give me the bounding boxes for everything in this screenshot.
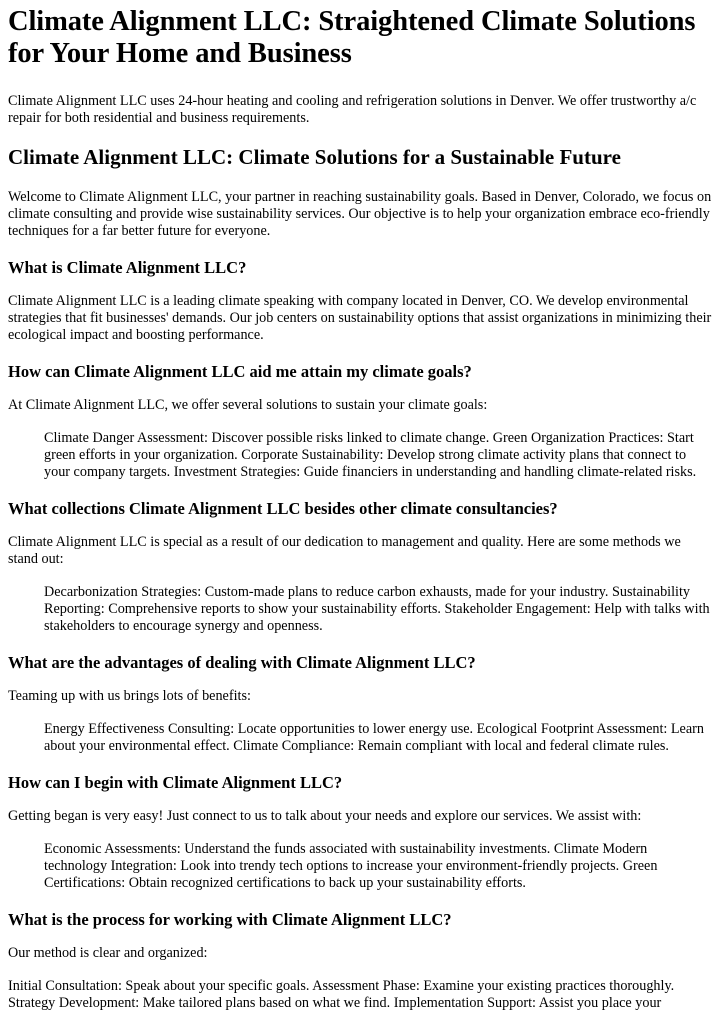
section-quote-climate-goals: Climate Danger Assessment: Discover possible risks linked to climate change. Green Organization Practices: Start green efforts in your organization. Corporate Sustainability: Develop strong climate activity plans that connect to your company targets. Investment Strategies: Guide financiers in understanding and handling climate-related risks.	[44, 430, 697, 480]
section-heading-process: What is the process for working with Climate Alignment LLC?	[8, 910, 452, 929]
section-heading-get-started: How can I begin with Climate Alignment LLC?	[8, 773, 343, 792]
section-heading-what-is: What is Climate Alignment LLC?	[8, 258, 247, 277]
section-text-what-is: Climate Alignment LLC is a leading climate speaking with company located in Denver, CO. We develop environmental strategies that fit businesses' demands. Our job centers on sustainability options that assist organizations in minimizing their ecological impact and boosting performance.	[8, 293, 712, 343]
subtitle-heading: Climate Alignment LLC: Climate Solutions for a Sustainable Future	[8, 145, 621, 169]
section-quote-differentiators: Decarbonization Strategies: Custom-made plans to reduce carbon exhausts, made for your industry. Sustainability Reporting: Comprehensive reports to show your sustainability efforts. Stakeholder Engagement: Help with talks with stakeholders to encourage synergy and openness.	[44, 584, 710, 634]
section-heading-differentiators: What collections Climate Alignment LLC besides other climate consultancies?	[8, 499, 558, 518]
section-text-process: Our method is clear and organized:	[8, 945, 208, 961]
welcome-paragraph: Welcome to Climate Alignment LLC, your partner in reaching sustainability goals. Based in Denver, Colorado, we focus on climate consulting and provide wise sustainability services. Our objective is to help your organization embrace eco-friendly techniques for a far better future for everyone.	[8, 189, 712, 239]
section-text-climate-goals: At Climate Alignment LLC, we offer several solutions to sustain your climate goals:	[8, 397, 488, 413]
section-quote-get-started: Economic Assessments: Understand the funds associated with sustainability investments. Climate Modern technology Integration: Look into trendy tech options to increase your environment-friendly projects. Green Certifications: Obtain recognized certifications to back up your sustainability efforts.	[44, 841, 658, 891]
section-text-differentiators: Climate Alignment LLC is special as a result of our dedication to management and quality. Here are some methods we stand out:	[8, 534, 681, 567]
page-title: Climate Alignment LLC: Straightened Climate Solutions for Your Home and Business	[8, 6, 696, 69]
section-heading-advantages: What are the advantages of dealing with Climate Alignment LLC?	[8, 653, 476, 672]
section-heading-climate-goals: How can Climate Alignment LLC aid me attain my climate goals?	[8, 362, 472, 381]
process-paragraph: Initial Consultation: Speak about your specific goals. Assessment Phase: Examine your existing practices thoroughly. Strategy Development: Make tailored plans based on what we find. Implementation Support: Assist you place your	[8, 978, 675, 1011]
section-quote-advantages: Energy Effectiveness Consulting: Locate opportunities to lower energy use. Ecological Footprint Assessment: Learn about your environmental effect. Climate Compliance: Remain compliant with local and federal climate rules.	[44, 721, 704, 754]
section-text-advantages: Teaming up with us brings lots of benefits:	[8, 688, 251, 704]
intro-paragraph: Climate Alignment LLC uses 24-hour heating and cooling and refrigeration solutions in Denver. We offer trustworthy a/c repair for both residential and business requirements.	[8, 93, 697, 126]
section-text-get-started: Getting began is very easy! Just connect to us to talk about your needs and explore our services. We assist with:	[8, 808, 642, 824]
article	[0, 6, 720, 1012]
